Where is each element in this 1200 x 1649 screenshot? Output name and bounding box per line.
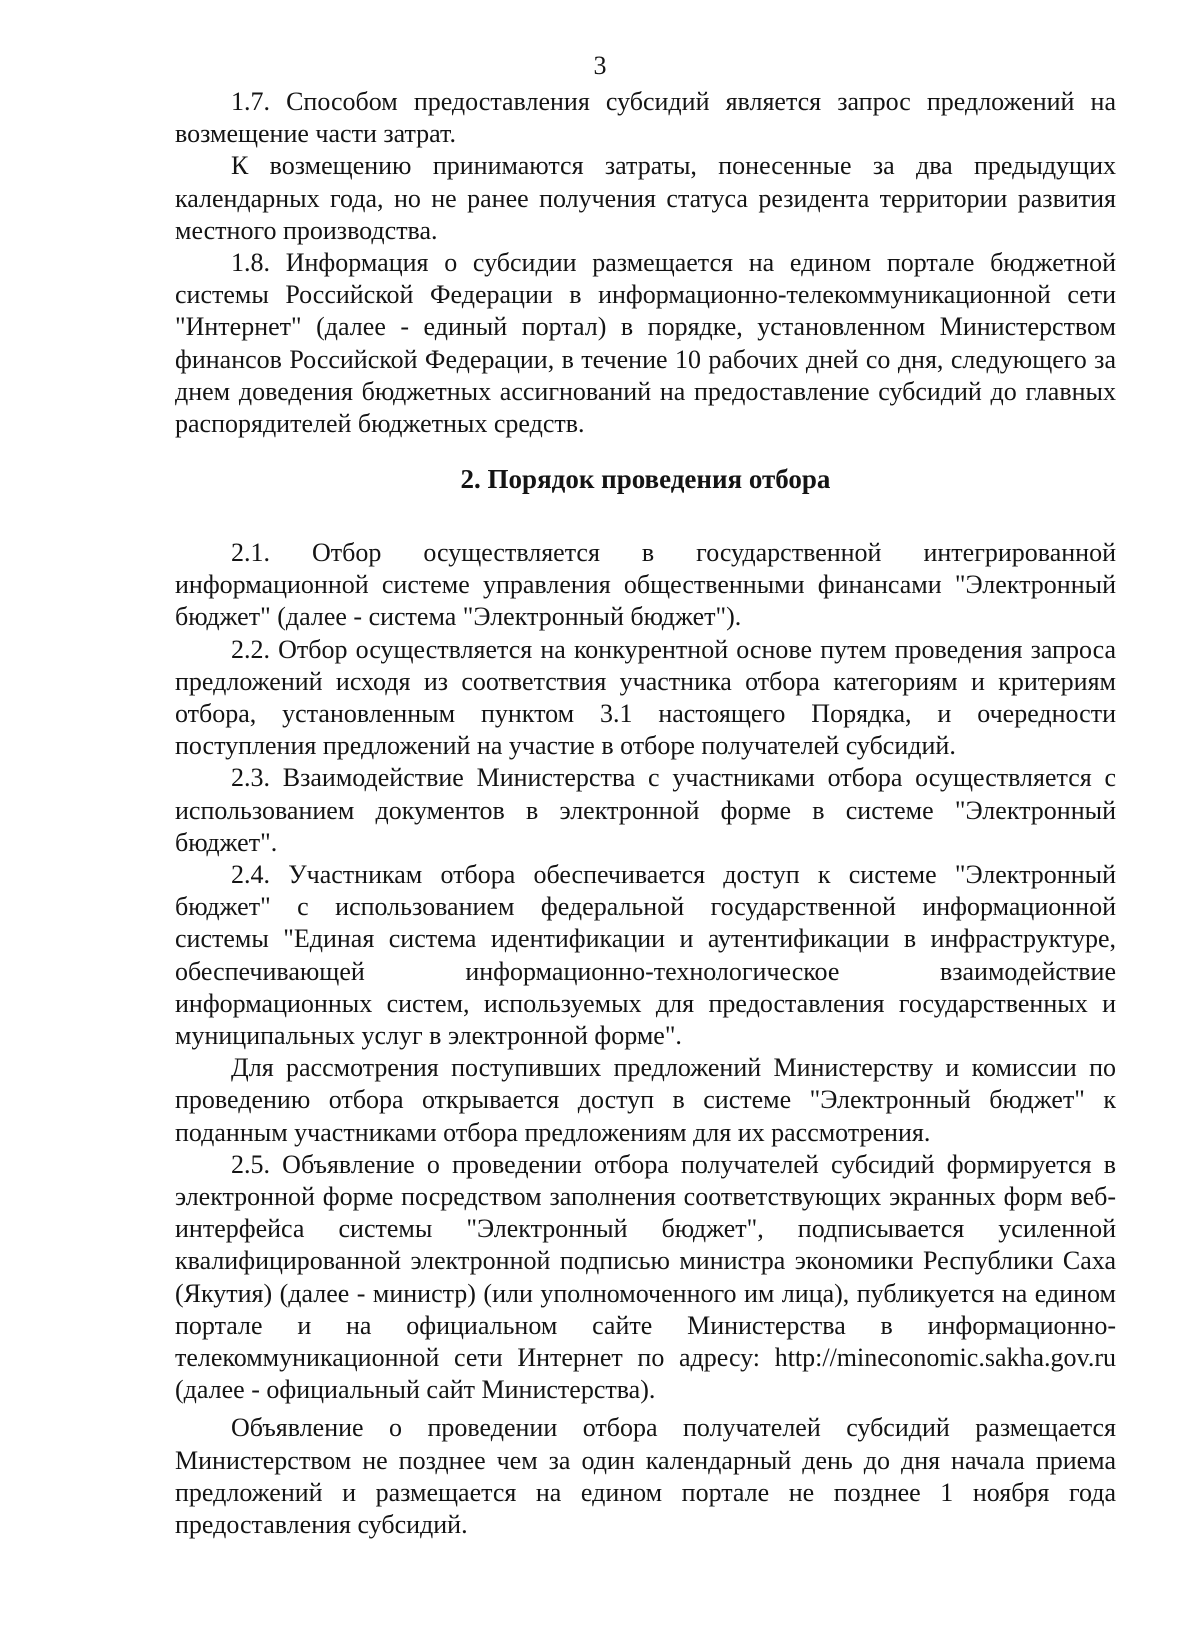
- paragraph-costs-reimbursement: К возмещению принимаются затраты, понесенные за два предыдущих календарных года, но не ранее получения статуса резидента территории развития местного производства.: [175, 151, 1116, 245]
- paragraph-1-8: 1.8. Информация о субсидии размещается на едином портале бюджетной системы Российской Федерации в информационно-телекоммуникационной сети "Интернет" (далее - единый портал) в порядке, установленном Министерством финансов Российской Федерации, в течение 10 рабочих дней со дня, следующего за днем доведения бюджетных ассигнований на предоставление субсидий до главных распорядителей бюджетных средств.: [175, 248, 1116, 439]
- paragraph-2-1: 2.1. Отбор осуществляется в государственной интегрированной информационной системе управления общественными финансами "Электронный бюджет" (далее - система "Электронный бюджет").: [175, 538, 1116, 632]
- paragraph-2-2: 2.2. Отбор осуществляется на конкурентной основе путем проведения запроса предложений исходя из соответствия участника отбора категориям и критериям отбора, установленным пунктом 3.1 настоящего Порядка, и очередности поступления предложений на участие в отборе получателей субсидий.: [175, 634, 1116, 761]
- paragraph-1-7: 1.7. Способом предоставления субсидий является запрос предложений на возмещение части затрат.: [175, 87, 1116, 149]
- paragraph-announcement-timing: Объявление о проведении отбора получателей субсидий размещается Министерством не позднее чем за один календарный день до дня начала приема предложений и размещается на едином портале не позднее 1 ноября года предоставления субсидий.: [175, 1413, 1116, 1540]
- selection-procedure-section: [175, 537, 1116, 1541]
- paragraph-access-review: Для рассмотрения поступивших предложений Министерству и комиссии по проведению отбора открывается доступ в системе "Электронный бюджет" к поданным участниками отбора предложениям для их рассмотрения.: [175, 1053, 1116, 1147]
- paragraph-2-5: 2.5. Объявление о проведении отбора получателей субсидий формируется в электронной форме посредством заполнения соответствующих экранных форм веб-интерфейса системы "Электронный бюджет", подписывается усиленной квалифицированной электронной подписью министра экономики Республики Саха (Якутия) (далее - министр) (или уполномоченного им лица), публикуется на едином портале и на официальном сайте Министерства в информационно-телекоммуникационной сети Интернет по адресу: http://mineconomic.sakha.gov.ru (далее - официальный сайт Министерства).: [175, 1149, 1116, 1405]
- paragraph-2-4: 2.4. Участникам отбора обеспечивается доступ к системе "Электронный бюджет" с использованием федеральной государственной информационной системы "Единая система идентификации и аутентификации в инфраструктуре, обеспечивающей информационно-технологическое взаимодействие информационных систем, используемых для предоставления государственных и муниципальных услуг в электронной форме".: [175, 860, 1116, 1051]
- paragraph-2-3: 2.3. Взаимодействие Министерства с участниками отбора осуществляется с использованием документов в электронной форме в системе "Электронный бюджет".: [175, 763, 1116, 857]
- section-heading: 2. Порядок проведения отбора: [460, 464, 831, 494]
- page-number: 3: [593, 51, 607, 80]
- intro-section: [175, 86, 1116, 440]
